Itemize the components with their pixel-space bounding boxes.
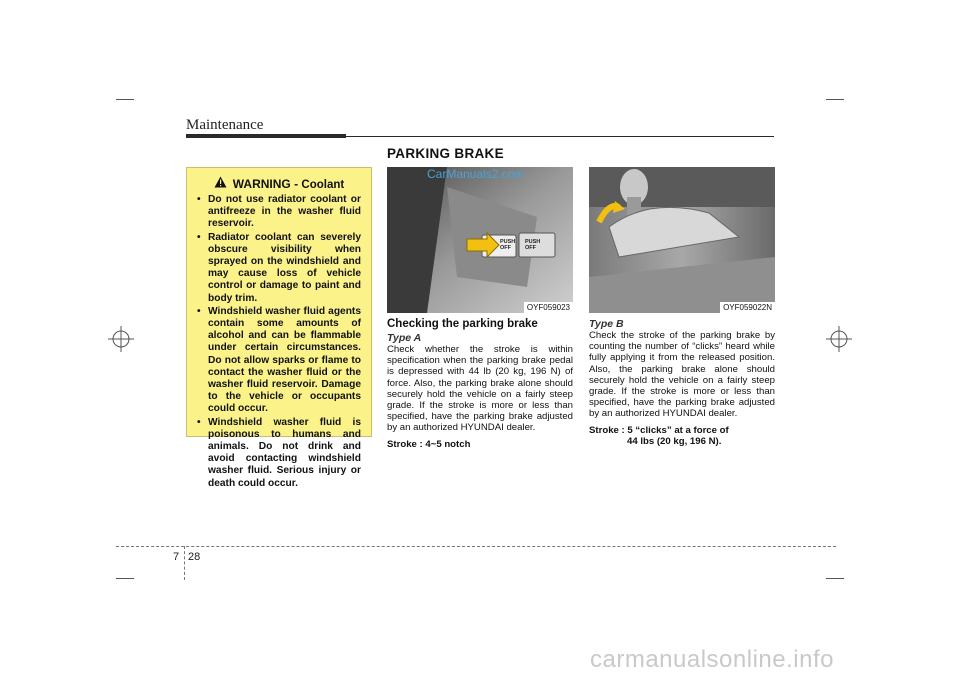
type-a-text: Check whether the stroke is within specification when the parking brake pedal is depressed with 44 lb (20 kg, 196 N) of force. Also, the parking brake alone should securely hold the vehicle on a fairly steep grade. If the stroke is more or less than specified, have the parking brake adjusted by an authorized HYUNDAI dealer. (387, 344, 573, 434)
push-off-label: PUSH OFF (525, 239, 541, 251)
header-bar (186, 134, 346, 138)
warning-subtitle: Coolant (301, 178, 345, 191)
warning-item: • Windshield washer fluid agents contain some amounts of alcohol and can be flammable under certain circumstances. Do not allow sparks or flame to contact the washer fluid or the washer fluid reservoir. Damage to the vehicle or occupants could occur. (197, 305, 361, 415)
site-watermark: carmanualsonline.info (590, 646, 834, 673)
warning-heading (197, 176, 361, 191)
type-a-label: Type A (387, 332, 422, 344)
photo-watermark: CarManuals2.com (427, 167, 525, 181)
footer-divider (184, 546, 185, 580)
photo-code: OYF059022N (720, 302, 775, 313)
column-type-a (387, 318, 573, 450)
warning-item: • Radiator coolant can severely obscure visibility when sprayed on the windshield and may cause loss of vehicle control or damage to paint and body trim. (197, 231, 361, 304)
footer-rule (116, 546, 836, 547)
crop-mark (116, 578, 134, 579)
header-rule (346, 136, 774, 137)
crop-mark (116, 99, 134, 100)
registration-mark-left (108, 326, 134, 352)
parking-brake-pedal-photo (387, 167, 573, 313)
type-b-label: Type B (589, 318, 624, 330)
chapter-number: 7 (173, 551, 180, 563)
type-b-stroke: Stroke : 5 “clicks” at a force of 44 lbs (20 kg, 196 N). (589, 424, 729, 448)
warning-triangle-icon (214, 176, 227, 191)
registration-mark-right (826, 326, 852, 352)
type-a-stroke: Stroke : 4~5 notch (387, 438, 471, 450)
page-number: 28 (188, 551, 201, 563)
warning-list (197, 194, 361, 490)
warning-box (186, 167, 372, 489)
type-b-text: Check the stroke of the parking brake by counting the number of “clicks” heard while fully applying it from the released position. Also, the parking brake alone should securely hold the vehicle on a fairly steep grade. If the stroke is more or less than specified, have the parking brake adjusted by an authorized HYUNDAI dealer. (589, 330, 775, 420)
warning-item: • Do not use radiator coolant or antifreeze in the washer fluid reservoir. (197, 194, 361, 230)
photo-code: OYF059023 (524, 302, 573, 313)
push-off-label: PUSH OFF (500, 239, 516, 251)
checking-heading: Checking the parking brake (387, 318, 538, 330)
parking-brake-title: PARKING BRAKE (387, 146, 504, 161)
parking-brake-lever-photo (589, 167, 775, 313)
section-title: Maintenance (186, 117, 264, 133)
crop-mark (826, 578, 844, 579)
crop-mark (826, 99, 844, 100)
column-type-b (589, 318, 775, 448)
warning-item: • Windshield washer fluid is poisonous to humans and animals. Do not drink and avoid contacting windshield washer fluid. Serious injury or death could occur. (197, 416, 361, 489)
warning-title: WARNING - (232, 176, 302, 191)
